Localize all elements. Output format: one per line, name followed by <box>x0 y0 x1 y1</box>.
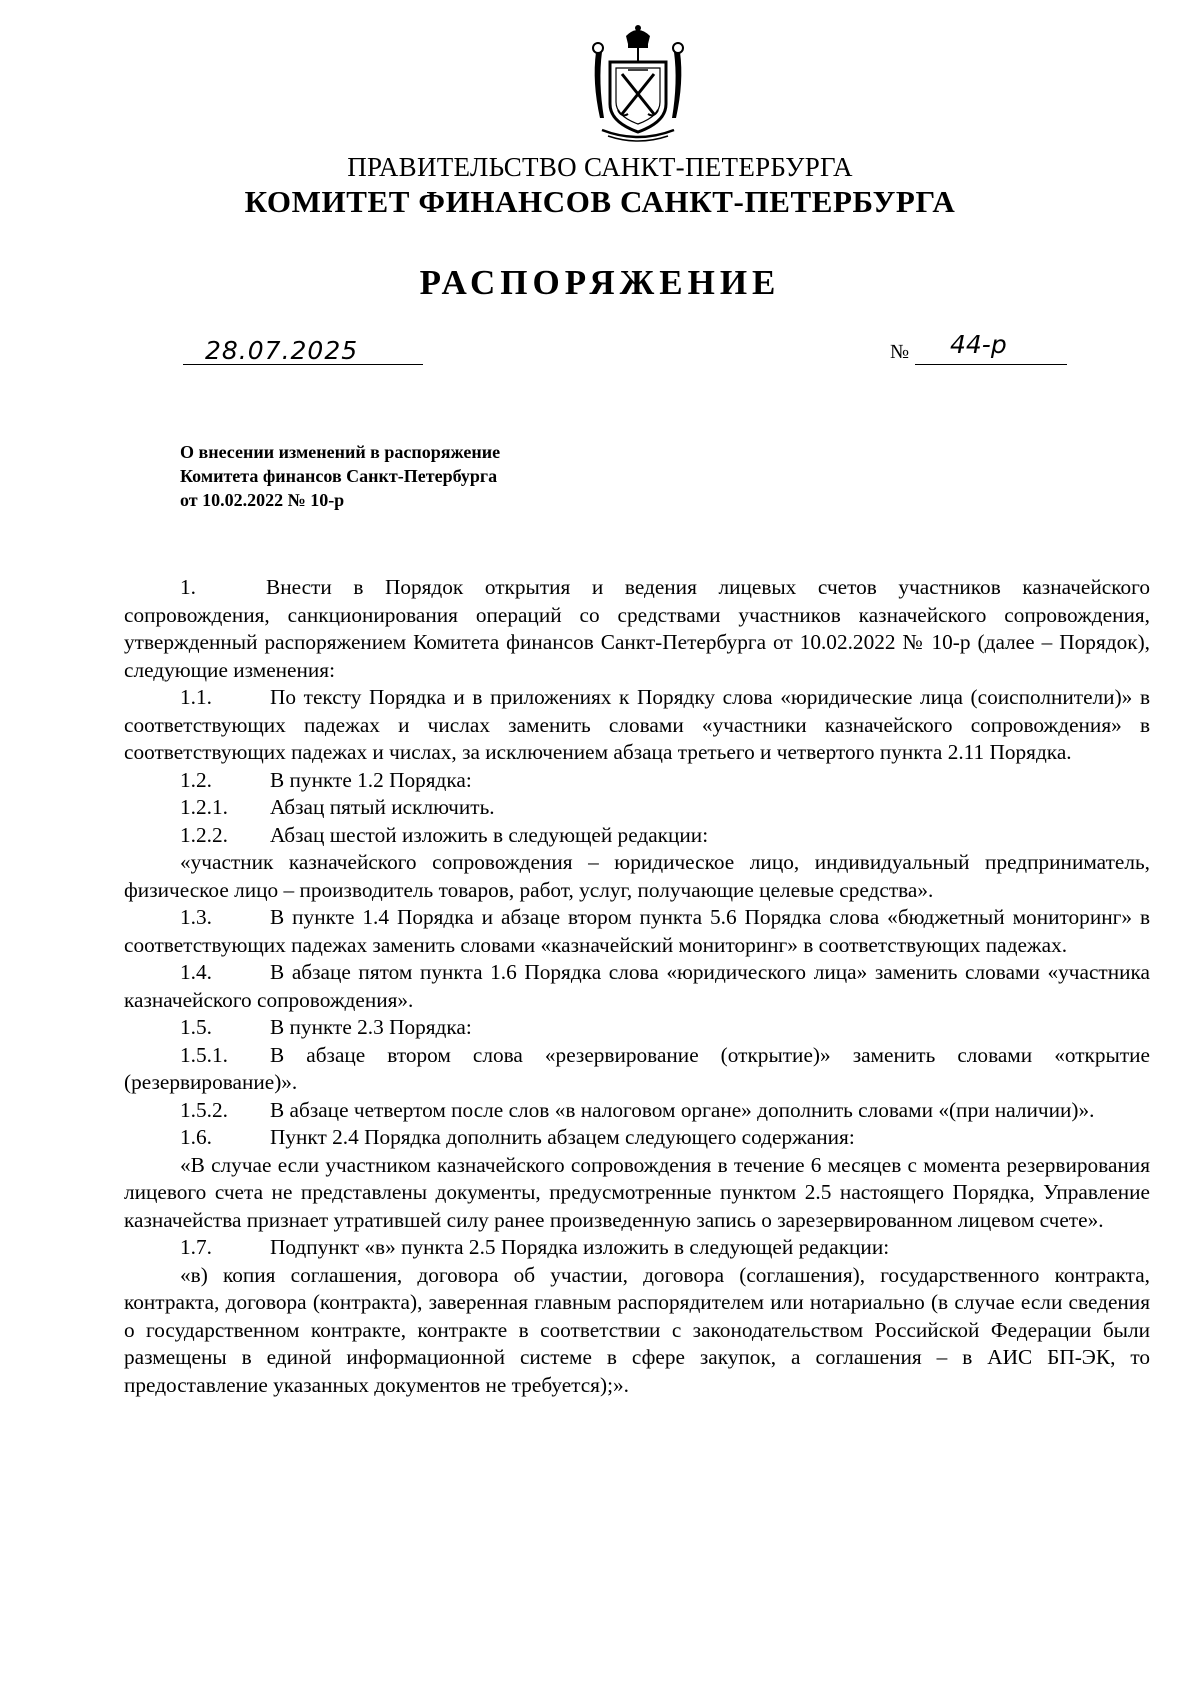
paragraph-number: 1.5.1. <box>180 1042 228 1067</box>
paragraph <box>124 1234 1150 1262</box>
paragraph-text: Подпункт «в» пункта 2.5 Порядка изложить в следующей редакции: <box>270 1235 890 1259</box>
paragraph-number: 1.2. <box>180 767 212 792</box>
document-date: 28.07.2025 <box>205 336 359 365</box>
paragraph <box>124 684 1150 767</box>
subject-line: Комитета финансов Санкт-Петербурга <box>180 466 498 486</box>
paragraph-number: 1.2.2. <box>180 822 228 847</box>
paragraph-text: Внести в Порядок открытия и ведения лицевых счетов участников казначейского сопровождения, санкционирования операций со средствами участников казначейского сопровождения, утвержденный распоряжением Комитета финансов Санкт-Петербурга от 10.02.2022 № 10-р (далее – Порядок), следующие изменения: <box>124 575 1150 682</box>
paragraph-text: В пункте 2.3 Порядка: <box>270 1015 472 1039</box>
paragraph-number: 1.4. <box>180 960 212 984</box>
paragraph-number: 1.5. <box>180 1015 212 1039</box>
committee-title: КОМИТЕТ ФИНАНСОВ САНКТ-ПЕТЕРБУРГА <box>244 184 956 219</box>
paragraph <box>124 767 1150 795</box>
paragraph-text: Абзац шестой изложить в следующей редакции: <box>270 822 709 847</box>
document-subject <box>180 440 500 512</box>
paragraph-number: 1.3. <box>180 905 212 929</box>
coat-of-arms-icon <box>588 22 688 144</box>
paragraph-text: В пункте 1.2 Порядка: <box>270 767 472 792</box>
paragraph-text: Пункт 2.4 Порядка дополнить абзацем следующего содержания: <box>270 1125 855 1149</box>
paragraph-number: 1. <box>180 575 196 599</box>
paragraph-text: По тексту Порядка и в приложениях к Порядку слова «юридические лица (соисполнители)» в соответствующих падежах и числах заменить словами «участники казначейского сопровождения» в соответствующих падежах и числах, за исключением абзаца третьего и четвертого пункта 2.11 Порядка. <box>124 685 1150 764</box>
government-title: ПРАВИТЕЛЬСТВО САНКТ-ПЕТЕРБУРГА <box>347 152 853 182</box>
subject-line: О внесении изменений в распоряжение <box>180 442 501 462</box>
paragraph-text: В абзаце втором слова «резервирование (открытие)» заменить словами «открытие (резервирование)». <box>124 1042 1150 1094</box>
paragraph <box>124 904 1150 959</box>
paragraph <box>124 574 1150 684</box>
paragraph-number: 1.6. <box>180 1125 212 1149</box>
document-body <box>124 574 1150 1399</box>
paragraph <box>124 822 1150 850</box>
paragraph-text: В пункте 1.4 Порядка и абзаце втором пункта 5.6 Порядка слова «бюджетный мониторинг» в соответствующих падежах заменить словами «казначейский мониторинг» в соответствующих падежах. <box>124 905 1150 957</box>
document-type: РАСПОРЯЖЕНИЕ <box>419 263 781 302</box>
number-underline <box>915 364 1067 365</box>
paragraph-text: «участник казначейского сопровождения – юридическое лицо, индивидуальный предприниматель, физическое лицо – производитель товаров, работ, услуг, получающие целевые средства». <box>124 850 1150 902</box>
paragraph <box>124 1097 1150 1125</box>
subject-line: от 10.02.2022 № 10-р <box>180 490 345 510</box>
paragraph-number: 1.5.2. <box>180 1097 228 1122</box>
quoted-paragraph <box>124 1152 1150 1235</box>
paragraph-text: «В случае если участником казначейского сопровождения в течение 6 месяцев с момента резервирования лицевого счета не представлены документы, предусмотренные пунктом 2.5 настоящего Порядка, Управление казначейства признает утратившей силу ранее произведенную запись о зарезервированном лицевом счете». <box>124 1152 1150 1232</box>
number-label: № <box>890 341 910 363</box>
paragraph-number: 1.1. <box>180 685 212 709</box>
quoted-paragraph <box>124 1262 1150 1400</box>
document-number: 44-р <box>950 330 1007 359</box>
paragraph <box>124 794 1150 822</box>
paragraph <box>124 959 1150 1014</box>
paragraph-text: «в) копия соглашения, договора об участии, договора (соглашения), государственного контракта, контракта, договора (контракта), заверенная главным распорядителем или нотариально (в случае если сведения о государственном контракте, контракте в соответствии с законодательством Российской Федерации были размещены в единой информационной системе в сфере закупок, а соглашения – в АИС БП-ЭК, то предоставление указанных документов не требуется);». <box>124 1262 1150 1397</box>
quoted-paragraph <box>124 849 1150 904</box>
paragraph <box>124 1014 1150 1042</box>
paragraph-number: 1.2.1. <box>180 795 228 819</box>
paragraph <box>124 1042 1150 1097</box>
paragraph-number: 1.7. <box>180 1235 212 1259</box>
paragraph-text: В абзаце пятом пункта 1.6 Порядка слова «юридического лица» заменить словами «участника казначейского сопровождения». <box>124 960 1150 1012</box>
paragraph-text: В абзаце четвертом после слов «в налоговом органе» дополнить словами «(при наличии)». <box>270 1097 1095 1122</box>
paragraph-text: Абзац пятый исключить. <box>270 795 495 819</box>
paragraph <box>124 1124 1150 1152</box>
